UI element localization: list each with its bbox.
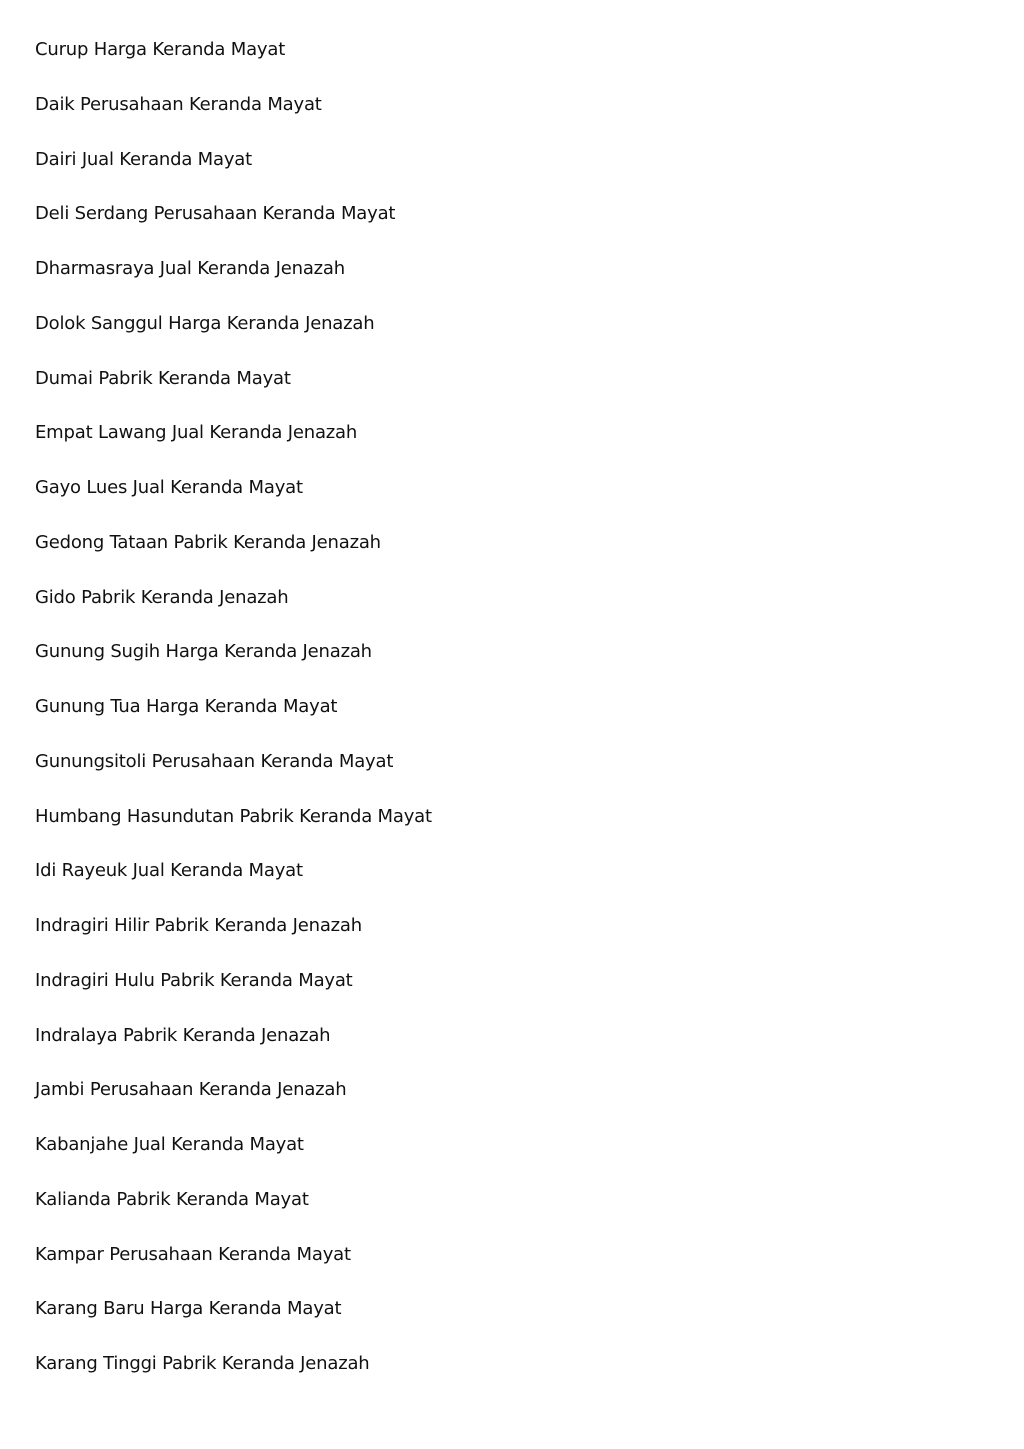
list-item: Karang Baru Harga Keranda Mayat bbox=[35, 1298, 342, 1320]
list-item: Humbang Hasundutan Pabrik Keranda Mayat bbox=[35, 805, 432, 827]
list-item: Gunungsitoli Perusahaan Keranda Mayat bbox=[35, 750, 394, 772]
list-item: Gunung Sugih Harga Keranda Jenazah bbox=[35, 641, 372, 663]
list-item: Gunung Tua Harga Keranda Mayat bbox=[35, 696, 338, 717]
list-item: Curup Harga Keranda Mayat bbox=[35, 39, 286, 60]
list-item: Indralaya Pabrik Keranda Jenazah bbox=[35, 1024, 331, 1046]
list-item: Kampar Perusahaan Keranda Mayat bbox=[35, 1243, 351, 1265]
list-item: Dairi Jual Keranda Mayat bbox=[35, 148, 252, 170]
list-item: Idi Rayeuk Jual Keranda Mayat bbox=[35, 860, 303, 882]
list-item: Gido Pabrik Keranda Jenazah bbox=[35, 586, 289, 608]
list-item: Indragiri Hilir Pabrik Keranda Jenazah bbox=[35, 915, 362, 936]
list-item: Gedong Tataan Pabrik Keranda Jenazah bbox=[35, 531, 381, 553]
list-item: Dumai Pabrik Keranda Mayat bbox=[35, 367, 291, 389]
list-item: Karang Tinggi Pabrik Keranda Jenazah bbox=[35, 1353, 370, 1374]
list-item: Kalianda Pabrik Keranda Mayat bbox=[35, 1188, 309, 1210]
list-item: Empat Lawang Jual Keranda Jenazah bbox=[35, 422, 358, 444]
list-item: Dolok Sanggul Harga Keranda Jenazah bbox=[35, 312, 375, 334]
list-item: Gayo Lues Jual Keranda Mayat bbox=[35, 477, 303, 498]
list-item: Indragiri Hulu Pabrik Keranda Mayat bbox=[35, 969, 353, 991]
list-item: Deli Serdang Perusahaan Keranda Mayat bbox=[35, 203, 396, 225]
list-item: Jambi Perusahaan Keranda Jenazah bbox=[35, 1079, 347, 1101]
list-item: Dharmasraya Jual Keranda Jenazah bbox=[35, 258, 345, 279]
keyword-list bbox=[35, 36, 432, 1405]
list-item: Kabanjahe Jual Keranda Mayat bbox=[35, 1134, 304, 1155]
list-item: Daik Perusahaan Keranda Mayat bbox=[35, 93, 322, 115]
